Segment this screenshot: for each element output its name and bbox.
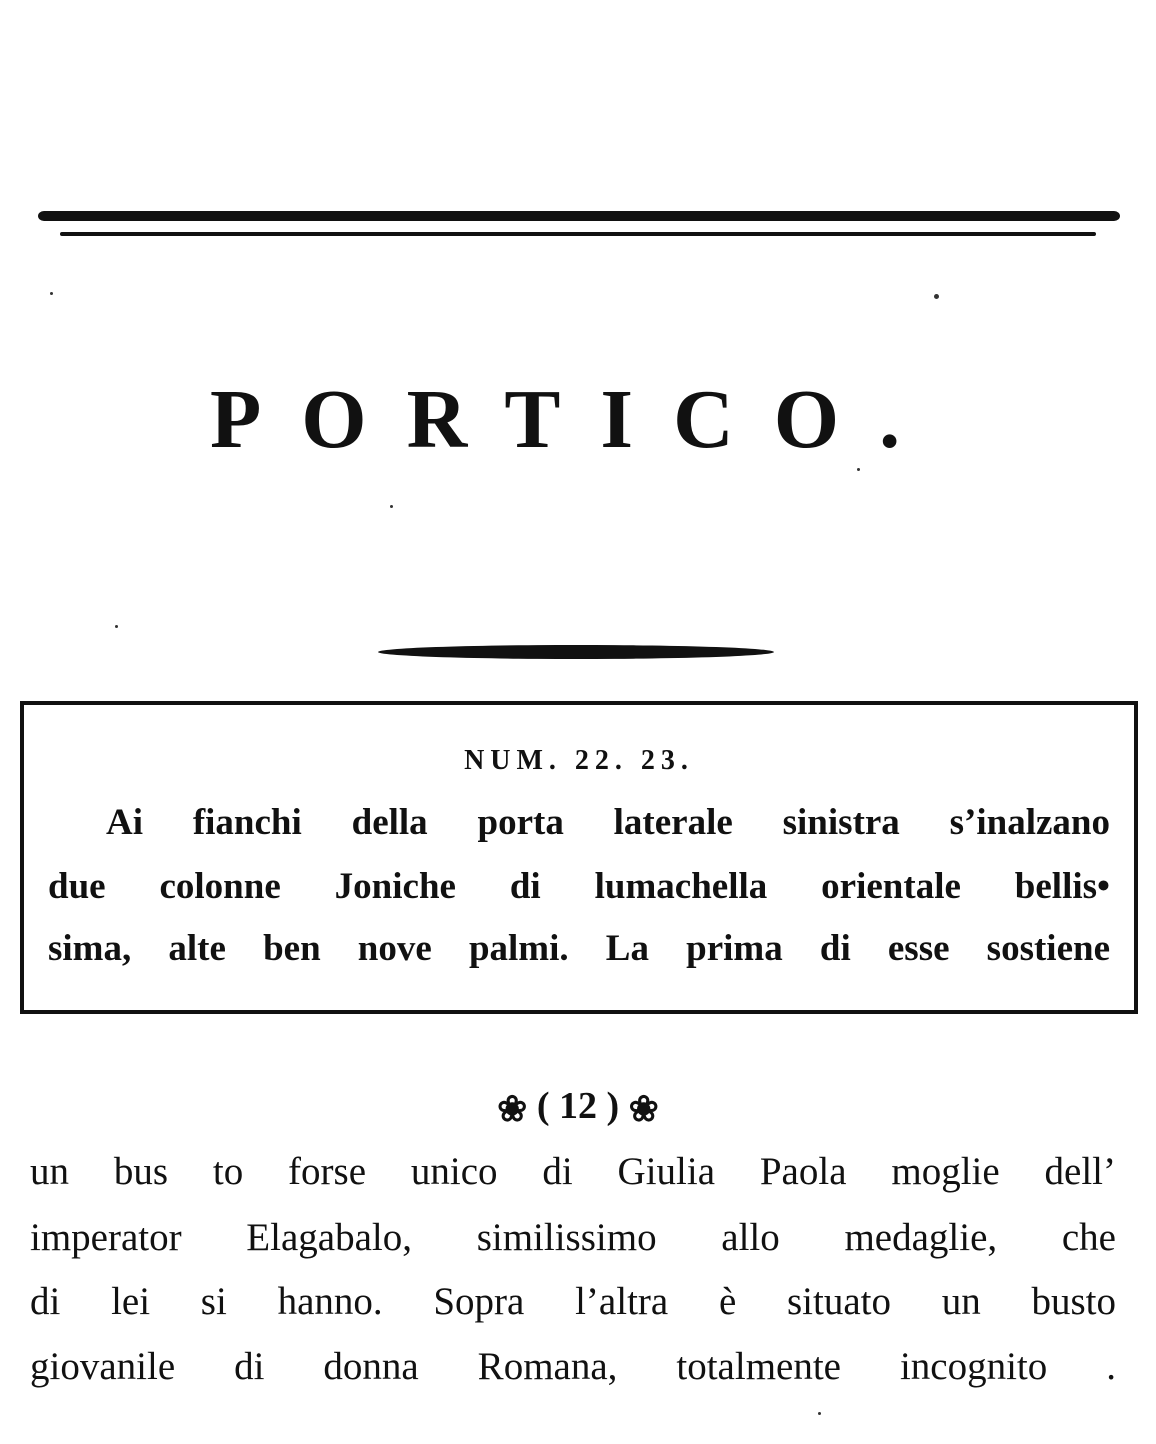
passage-line-1: Ai fianchi della porta laterale sinistra s’inalzano: [106, 802, 1110, 843]
section-number-heading: NUM. 22. 23.: [464, 745, 694, 776]
continuation-line-4: giovanile di donna Romana, totalmente incognito .: [30, 1345, 1116, 1388]
scan-speck: [50, 292, 53, 295]
scan-speck: [818, 1412, 821, 1415]
continuation-line-3: di lei si hanno. Sopra l’altra è situato un busto: [30, 1280, 1116, 1323]
top-rule-thick: [38, 211, 1120, 221]
scan-speck: [857, 468, 860, 471]
page-number: ( 12 ): [536, 1085, 620, 1127]
left-ornament-icon: ❀: [497, 1089, 528, 1130]
scan-speck: [934, 294, 939, 299]
highlighted-passage-box: [20, 701, 1138, 1014]
page-title: PORTICO.: [210, 373, 941, 466]
right-ornament-icon: ❀: [628, 1089, 659, 1130]
passage-line-3: sima, alte ben nove palmi. La prima di esse sostiene: [48, 928, 1110, 969]
passage-line-2: due colonne Joniche di lumachella orientale bellis•: [48, 866, 1110, 907]
continuation-line-1: un bus to forse unico di Giulia Paola moglie dell’: [30, 1150, 1116, 1193]
continuation-line-2: imperator Elagabalo, similissimo allo medaglie, che: [30, 1216, 1116, 1259]
top-rule-thin: [60, 232, 1096, 236]
scan-speck: [115, 625, 118, 628]
title-underline-rule: [378, 645, 774, 659]
page-number-marker: [0, 1082, 1156, 1133]
scan-speck: [390, 505, 393, 508]
